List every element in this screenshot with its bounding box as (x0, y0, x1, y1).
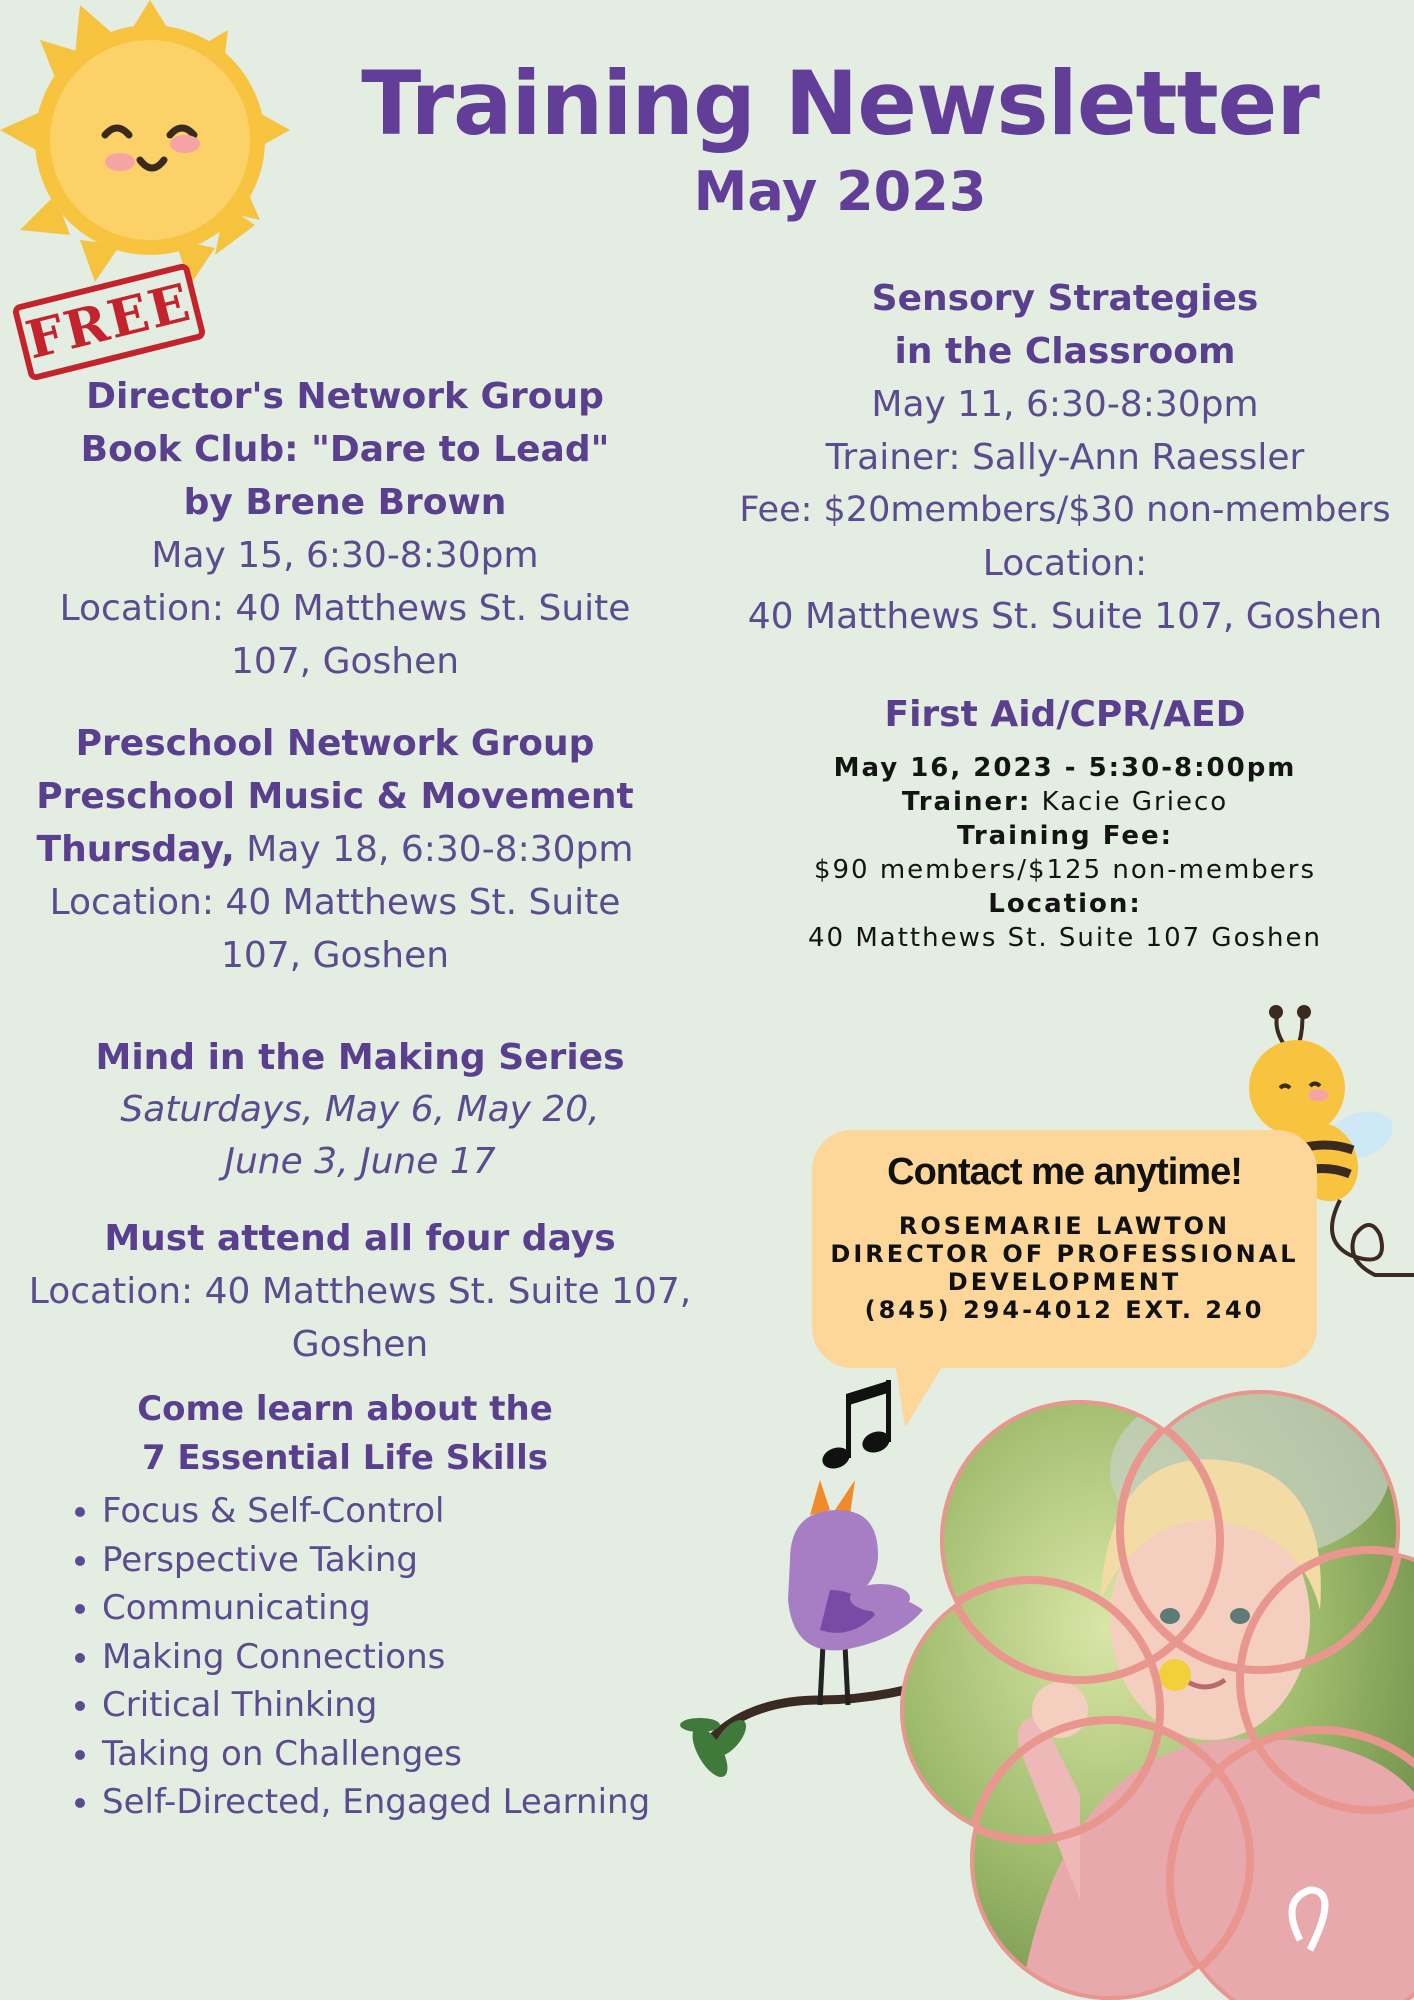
preschool-section (0, 717, 670, 982)
list-item: • Critical Thinking (102, 1681, 650, 1730)
mind-location-line: Goshen (291, 1324, 429, 1365)
contact-role-line: DIRECTOR OF PROFESSIONAL (830, 1240, 1299, 1268)
mind-learn-line: 7 Essential Life Skills (141, 1438, 549, 1478)
free-stamp-label: FREE (20, 271, 198, 372)
contact-role-line: DEVELOPMENT (947, 1268, 1182, 1296)
sensory-location: 40 Matthews St. Suite 107, Goshen (747, 596, 1383, 637)
directors-when: May 15, 6:30-8:30pm (151, 535, 539, 576)
directors-title-line: by Brene Brown (183, 482, 507, 523)
contact-phone: (845) 294-4012 EXT. 240 (864, 1296, 1265, 1324)
preschool-location-line: Location: 40 Matthews St. Suite (49, 882, 621, 923)
list-item: • Communicating (102, 1584, 650, 1633)
music-note-icon (818, 1376, 898, 1476)
firstaid-when: May 16, 2023 - 5:30-8:00pm (833, 753, 1297, 783)
firstaid-location: 40 Matthews St. Suite 107 Goshen (808, 923, 1322, 953)
directors-location-line: Location: 40 Matthews St. Suite (59, 588, 631, 629)
mind-section (20, 1031, 700, 1483)
list-item: • Perspective Taking (102, 1536, 650, 1585)
mind-location-line: Location: 40 Matthews St. Suite 107, (28, 1271, 692, 1312)
directors-section (30, 370, 660, 688)
skills-list (68, 1487, 650, 1827)
page-subtitle: May 2023 (693, 160, 987, 223)
firstaid-title: First Aid/CPR/AED (884, 694, 1246, 735)
firstaid-fee-label-line (720, 819, 1410, 853)
mind-dates-line: June 3, June 17 (224, 1141, 496, 1182)
contact-title: Contact me anytime! (887, 1151, 1242, 1193)
list-item: • Making Connections (102, 1633, 650, 1682)
firstaid-trainer-label: Trainer: (901, 787, 1032, 817)
directors-title-line: Director's Network Group (86, 376, 604, 417)
mind-title: Mind in the Making Series (95, 1037, 625, 1078)
child-photo (900, 1380, 1414, 2000)
mind-note: Must attend all four days (104, 1218, 616, 1259)
preschool-title-line: Preschool Network Group (75, 723, 595, 764)
firstaid-trainer-line (720, 785, 1410, 819)
firstaid-trainer: Kacie Grieco (1031, 787, 1229, 817)
directors-location-line: 107, Goshen (230, 641, 460, 682)
contact-bubble (812, 1130, 1317, 1368)
directors-title-line: Book Club: "Dare to Lead" (80, 429, 610, 470)
preschool-when: May 18, 6:30-8:30pm (234, 829, 634, 870)
sensory-title-line: in the Classroom (894, 331, 1236, 372)
page-title: Training Newsletter (361, 52, 1319, 155)
preschool-day: Thursday, (36, 829, 235, 870)
preschool-location-line: 107, Goshen (220, 935, 450, 976)
list-item: • Focus & Self-Control (102, 1487, 650, 1536)
preschool-title-line: Preschool Music & Movement (36, 776, 634, 817)
sun-icon (0, 0, 300, 290)
firstaid-location-label: Location: (988, 889, 1142, 919)
mind-learn-line: Come learn about the (137, 1389, 553, 1429)
sensory-title-line: Sensory Strategies (871, 278, 1259, 319)
contact-name: ROSEMARIE LAWTON (898, 1212, 1231, 1240)
sensory-section (720, 272, 1410, 643)
list-item: • Self-Directed, Engaged Learning (102, 1778, 650, 1827)
sensory-location-label: Location: (982, 543, 1148, 584)
sensory-when: May 11, 6:30-8:30pm (871, 384, 1259, 425)
firstaid-fee: $90 members/$125 non-members (813, 855, 1317, 885)
list-item: • Taking on Challenges (102, 1730, 650, 1779)
sensory-fee: Fee: $20members/$30 non-members (739, 490, 1391, 530)
firstaid-section (720, 688, 1410, 955)
preschool-when-line (0, 823, 670, 876)
mind-dates-line: Saturdays, May 6, May 20, (120, 1089, 600, 1130)
sensory-trainer: Trainer: Sally-Ann Raessler (825, 437, 1305, 478)
firstaid-location-label-line (720, 887, 1410, 921)
firstaid-when-line (720, 751, 1410, 785)
firstaid-fee-label: Training Fee: (956, 821, 1174, 851)
